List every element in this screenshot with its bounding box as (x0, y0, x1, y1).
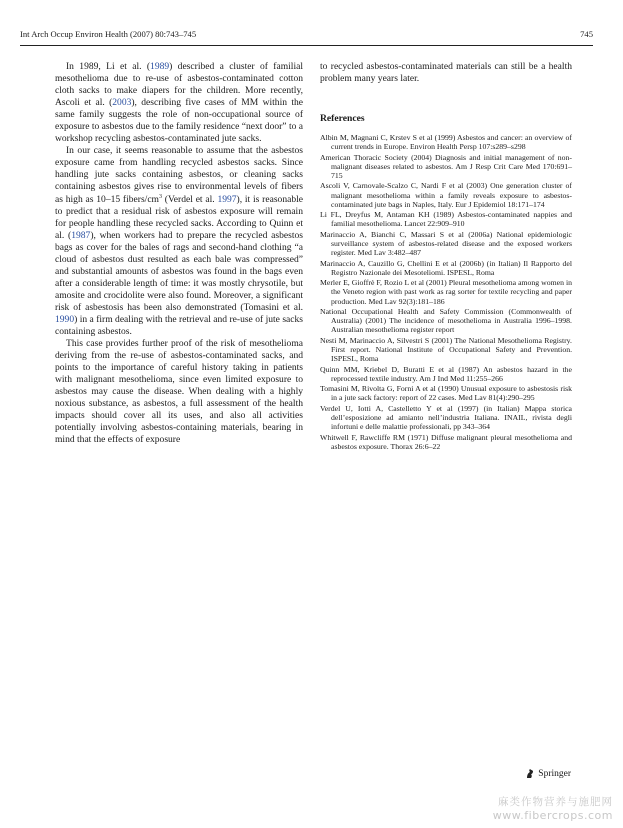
reference-item: Li FL, Dreyfus M, Antaman KH (1989) Asbestos-contaminated nappies and familial mesothelioma. Lancet 22:909–910 (320, 210, 572, 229)
reference-item: Nesti M, Marinaccio A, Silvestri S (2001) The National Mesothelioma Registry. First report. National Institute of Occupational Safety and Prevention. ISPESL, Roma (320, 335, 572, 364)
citation-link[interactable]: 1989 (150, 61, 170, 72)
text-run: In our case, it seems reasonable to assume that the asbestos exposure came from handling recycled asbestos sacks. Since handling jute sacks containing asbestos, or cleaning sacks containing asbestos gives rise to environmental levels of fibers as high as 10–15 fibers/cm (55, 145, 303, 205)
references-heading: References (320, 113, 365, 125)
running-header (20, 29, 593, 45)
page-number: 745 (580, 29, 593, 39)
header-rule (20, 45, 593, 46)
superscript: 3 (159, 193, 162, 200)
text-run: ), when workers had to prepare the recycled asbestos bags as cover for the bales of rags and second-hand clothing “a cloud of asbestos dust resulted as each bale was compressed” and substantial amounts of asbestos was found in the bags even after a considerable length of time: it was mostly chrysotile, but amosite and crocidolite were also found. Moreover, a significant risk of asbestosis has been also demonstrated (Tomasini et al. (55, 229, 304, 313)
right-column (320, 61, 572, 452)
citation-link[interactable]: 2003 (112, 97, 132, 109)
reference-item: Albin M, Magnani C, Krstev S et al (1999) Asbestos and cancer: an overview of current trends in Europe. Environ Health Persp 107:s289–s298 (320, 133, 572, 152)
reference-item: Marinaccio A, Cauzillo G, Chellini E et al (2006b) (in Italian) Il Rapporto del Registro Nazionale dei Mesoteliomi. ISPESL, Roma (320, 258, 572, 277)
publisher-name: Springer (538, 768, 571, 779)
springer-horse-icon (525, 768, 535, 779)
body-paragraph (55, 61, 303, 145)
text-run: ), describing five cases of MM within the same family suggests the role of non-occupational source of exposure to asbestos due to the family residence “next door” to a workshop recycling asbestos-contaminated jute sacks. (55, 97, 303, 145)
reference-item: Verdel U, Iotti A, Castelletto Y et al (1997) (in Italian) Mappa storica dell’esposizione ad amianto nell’industria Italiana. INAIL, rivista degli infortuni e delle malattie professionali, pp 343–364 (320, 403, 572, 432)
publisher-mark (525, 768, 571, 779)
body-paragraph (55, 338, 303, 446)
reference-item: Ascoli V, Carnovale-Scalzo C, Nardi F et al (2003) One generation cluster of malignant mesothelioma within a family reveals exposure to asbestos-contaminated jute bags in Naples, Italy. Eur J Epidemiol 18:171–174 (320, 181, 572, 209)
left-column-body (55, 61, 303, 447)
citation-link[interactable]: 1997 (217, 193, 237, 205)
continuation-paragraph: to recycled asbestos-contaminated materials can still be a health problem many years later. (320, 61, 572, 85)
text-run: ) described a cluster of familial mesothelioma due to re-use of asbestos-contaminated cotton cloth sacks to make diapers for the children. More recently, Ascoli et al. ( (55, 61, 303, 109)
reference-item: American Thoracic Society (2004) Diagnosis and initial management of non-malignant diseases related to asbestos. Am J Resp Crit Care Med 170:691–715 (320, 152, 572, 181)
reference-item: Tomasini M, Rivolta G, Forni A et al (1990) Unusual exposure to asbestosis risk in a jute sack factory: report of 22 cases. Med Lav 81(4):290–295 (320, 384, 572, 403)
site-watermark (493, 794, 613, 822)
text-run: In 1989, Li et al. ( (66, 61, 151, 72)
text-run: This case provides further proof of the risk of mesothelioma deriving from the re-use of asbestos-contaminated sacks, and points to the importance of careful history taking in patients with malignant mesothelioma, since even limited exposure to asbestos may cause the disease. When dealing with a highly noxious substance, as asbestos, a full assessment of the health impacts should cover all its uses, and also all activities potentially involving asbestos-containing materials, bearing in mind that the effects of exposure (55, 338, 303, 446)
reference-item: Merler E, Gioffrè F, Rozio L et al (2001) Pleural mesothelioma among women in the Veneto region with past work as rag sorter for textile recycling and paper production. Med Lav 92(3):181–186 (320, 278, 572, 306)
reference-list (320, 133, 572, 451)
reference-item: Quinn MM, Kriebel D, Buratti E et al (1987) An asbestos hazard in the reprocessed textile industry. Am J Ind Med 11:255–266 (320, 364, 572, 383)
text-run: ), it is reasonable to predict that a residual risk of asbestos exposure will remain for people handling these recycled sacks. According to Quinn et al. ( (55, 193, 303, 241)
watermark-chinese: 麻类作物营养与施肥网 (498, 796, 613, 808)
reference-item: Whitwell F, Rawcliffe RM (1971) Diffuse malignant pleural mesothelioma and asbestos exposure. Thorax 26:6–22 (320, 432, 572, 451)
text-run: (Verdel et al. (162, 193, 218, 205)
journal-citation: Int Arch Occup Environ Health (2007) 80:743–745 (20, 29, 197, 39)
reference-item: Marinaccio A, Bianchi C, Massari S et al (2006a) National epidemiologic surveillance system of asbestos-related disease and the exposed workers register. Med Lav 3:482–487 (320, 229, 572, 258)
reference-item: National Occupational Health and Safety Commission (Commonwealth of Australia) (2001) The incidence of mesothelioma in Australia 1996–1998. Australian mesothelioma register report (320, 306, 572, 335)
text-run: ) in a firm dealing with the retrieval and re-use of jute sacks containing asbestos. (55, 313, 303, 338)
body-paragraph (55, 145, 303, 338)
citation-link[interactable]: 1990 (55, 313, 75, 325)
citation-link[interactable]: 1987 (71, 229, 91, 241)
watermark-url: www.fibercrops.com (492, 809, 613, 822)
